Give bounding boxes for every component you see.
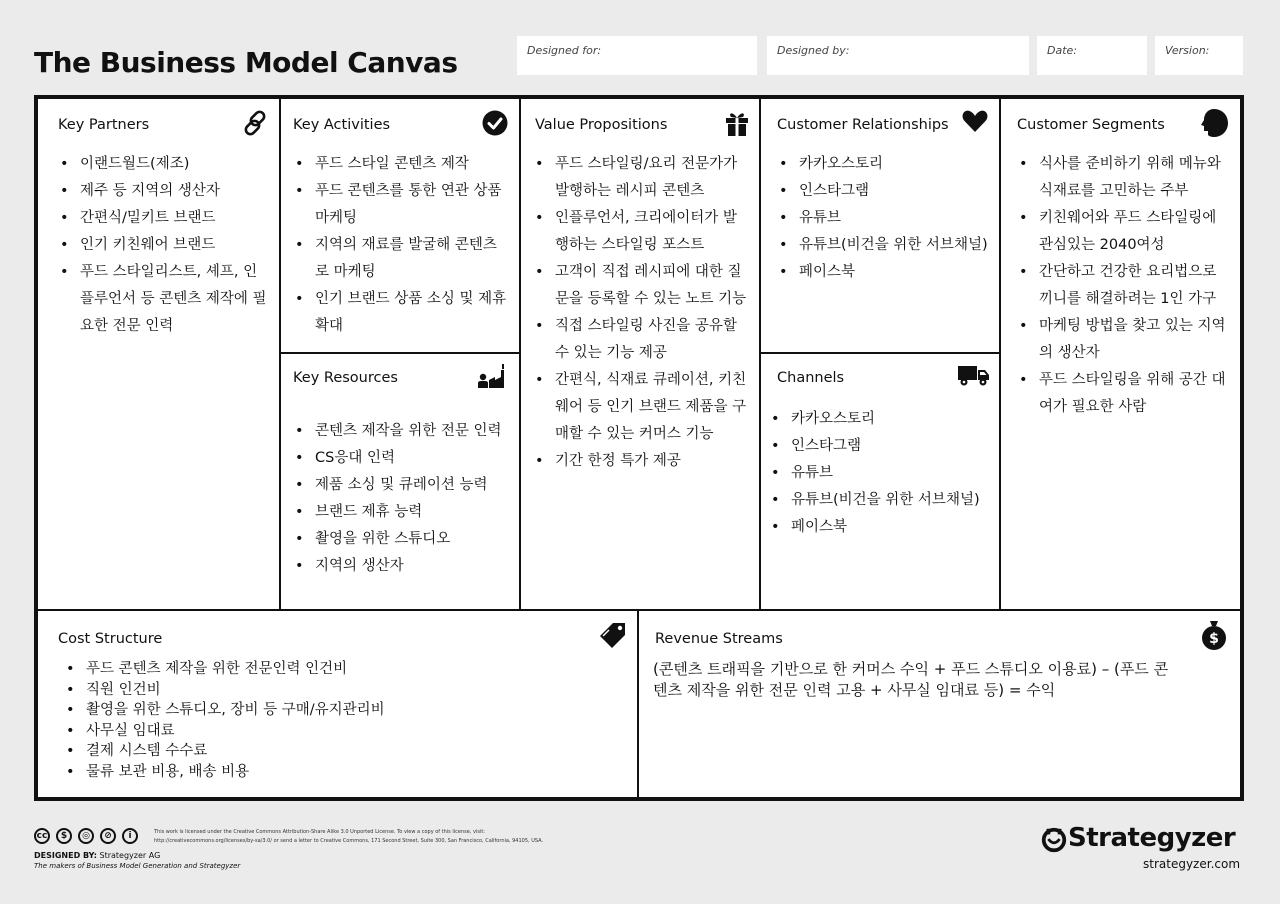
list-item: • 물류 보관 비용, 배송 비용	[86, 762, 627, 783]
list-item: • 간단하고 건강한 요리법으로 끼니를 해결하려는 1인 가구	[1039, 259, 1230, 313]
list-item: • CS응대 인력	[315, 445, 509, 472]
gift-icon	[723, 109, 751, 137]
list-item: • 푸드 스타일리스트, 셰프, 인플루언서 등 콘텐츠 제작에 필요한 전문 인력	[80, 259, 269, 340]
list-item: • 촬영을 위한 스튜디오, 장비 등 구매/유지관리비	[86, 700, 627, 721]
cost-structure-title: Cost Structure	[58, 631, 163, 647]
customer-relationships-title: Customer Relationships	[777, 117, 949, 133]
customer-segments-list	[1019, 151, 1230, 421]
share-alike-icon: ◎	[78, 828, 94, 844]
list-item: • 유튜브(비건을 위한 서브채널)	[791, 487, 989, 514]
list-item: • 지역의 재료를 발굴해 콘텐츠로 마케팅	[315, 232, 509, 286]
value-propositions-list	[535, 151, 749, 475]
cc-icon: cc	[34, 828, 50, 844]
date-label: Date:	[1047, 44, 1077, 57]
revenue-streams-block	[639, 609, 1240, 797]
designed-by-footer	[34, 851, 160, 860]
version-field[interactable]	[1155, 36, 1243, 75]
key-activities-list	[295, 151, 509, 340]
list-item: • 푸드 스타일링을 위해 공간 대여가 필요한 사람	[1039, 367, 1230, 421]
list-item: • 마케팅 방법을 찾고 있는 지역의 생산자	[1039, 313, 1230, 367]
date-field[interactable]	[1037, 36, 1147, 75]
money-bag-icon	[1200, 619, 1228, 651]
revenue-streams-text: (콘텐츠 트래픽을 기반으로 한 커머스 수익 + 푸드 스튜디오 이용료) – (푸드 콘텐츠 제작을 위한 전문 인력 고용 + 사무실 임대료 등) = 수익	[653, 660, 1169, 699]
channels-block	[761, 354, 1001, 609]
key-partners-list	[60, 151, 269, 340]
list-item: • 직접 스타일링 사진을 공유할 수 있는 기능 제공	[555, 313, 749, 367]
footer-tagline: The makers of Business Model Generation and Strategyzer	[34, 862, 241, 870]
list-item: • 카카오스토리	[799, 151, 989, 178]
strategyzer-brand: Strategyzer	[1068, 823, 1236, 853]
list-item: • 인스타그램	[799, 178, 989, 205]
customer-segments-title: Customer Segments	[1017, 117, 1165, 133]
key-activities-block	[281, 99, 521, 354]
list-item: • 유튜브	[791, 460, 989, 487]
key-activities-title: Key Activities	[293, 117, 391, 133]
key-resources-title: Key Resources	[293, 370, 398, 386]
list-item: • 콘텐츠 제작을 위한 전문 인력	[315, 418, 509, 445]
list-item: • 이랜드월드(제조)	[80, 151, 269, 178]
list-item: • 간편식/밀키트 브랜드	[80, 205, 269, 232]
link-icon	[241, 109, 269, 137]
value-propositions-title: Value Propositions	[535, 117, 668, 133]
list-item: • 페이스북	[799, 259, 989, 286]
list-item: • 인기 키친웨어 브랜드	[80, 232, 269, 259]
strategyzer-url: strategyzer.com	[1143, 857, 1241, 871]
list-item: • 유튜브(비건을 위한 서브채널)	[799, 232, 989, 259]
list-item: • 페이스북	[791, 514, 989, 541]
list-item: • 식사를 준비하기 위해 메뉴와 식재료를 고민하는 주부	[1039, 151, 1230, 205]
list-item: • 지역의 생산자	[315, 553, 509, 580]
svg-text:$: $	[1209, 631, 1219, 647]
price-tag-icon	[599, 621, 627, 649]
cost-structure-list	[66, 659, 627, 782]
strategyzer-logo-icon	[1040, 826, 1068, 854]
designed-by-footer-value: Strategyzer AG	[99, 851, 161, 860]
business-model-canvas	[34, 95, 1244, 801]
version-label: Version:	[1165, 44, 1210, 57]
key-partners-title: Key Partners	[58, 117, 150, 133]
customer-segments-block	[1001, 99, 1240, 609]
designed-for-label: Designed for:	[527, 44, 602, 57]
list-item: • 고객이 직접 레시피에 대한 질문을 등록할 수 있는 노트 기능	[555, 259, 749, 313]
list-item: • 사무실 임대료	[86, 721, 627, 742]
list-item: • 기간 한정 특가 제공	[555, 448, 749, 475]
customer-relationships-block	[761, 99, 1001, 354]
person-icon: i	[122, 828, 138, 844]
designed-for-field[interactable]	[517, 36, 757, 75]
list-item: • 인플루언서, 크리에이터가 발행하는 스타일링 포스트	[555, 205, 749, 259]
key-resources-list	[295, 418, 509, 580]
channels-list	[771, 406, 989, 541]
heart-icon	[961, 107, 989, 135]
revenue-streams-title: Revenue Streams	[655, 631, 783, 647]
list-item: • 푸드 스타일링/요리 전문가가 발행하는 레시피 콘텐츠	[555, 151, 749, 205]
list-item: • 푸드 콘텐츠를 통한 연관 상품 마케팅	[315, 178, 509, 232]
truck-icon	[957, 360, 991, 388]
designed-by-footer-label: DESIGNED BY:	[34, 851, 97, 860]
person-head-icon	[1198, 107, 1230, 139]
list-item: • 제품 소싱 및 큐레이션 능력	[315, 472, 509, 499]
list-item: • 푸드 콘텐츠 제작을 위한 전문인력 인건비	[86, 659, 627, 680]
page-title: The Business Model Canvas	[34, 46, 458, 79]
channels-title: Channels	[777, 370, 845, 386]
list-item: • 인스타그램	[791, 433, 989, 460]
list-item: • 간편식, 식재료 큐레이션, 키친웨어 등 인기 브랜드 제품을 구매할 수 있는 커머스 기능	[555, 367, 749, 448]
list-item: • 인기 브랜드 상품 소싱 및 제휴 확대	[315, 286, 509, 340]
license-text-line-2: http://creativecommons.org/licenses/by-sa/3.0/ or send a letter to Creative Commons, 171 Second Street, Suite 300, San Francisco, California, 94105, USA.	[154, 838, 544, 844]
license-text-line-1: This work is licensed under the Creative Commons Attribution-Share Alike 3.0 Unported License. To view a copy of this license, visit:	[154, 829, 485, 835]
designed-by-field[interactable]	[767, 36, 1029, 75]
key-partners-block	[38, 99, 281, 609]
key-resources-block	[281, 354, 521, 609]
list-item: • 유튜브	[799, 205, 989, 232]
list-item: • 브랜드 제휴 능력	[315, 499, 509, 526]
list-item: • 카카오스토리	[791, 406, 989, 433]
checkmark-icon	[481, 109, 509, 137]
attribution-icon: $	[56, 828, 72, 844]
cost-structure-block	[38, 609, 639, 797]
list-item: • 제주 등 지역의 생산자	[80, 178, 269, 205]
value-propositions-block	[521, 99, 761, 609]
list-item: • 촬영을 위한 스튜디오	[315, 526, 509, 553]
factory-worker-icon	[477, 362, 509, 390]
customer-relationships-list	[779, 151, 989, 286]
list-item: • 결제 시스템 수수료	[86, 741, 627, 762]
list-item: • 푸드 스타일 콘텐츠 제작	[315, 151, 509, 178]
noncommercial-icon: ⊘	[100, 828, 116, 844]
designed-by-label: Designed by:	[777, 44, 850, 57]
list-item: • 직원 인건비	[86, 680, 627, 701]
list-item: • 키친웨어와 푸드 스타일링에 관심있는 2040여성	[1039, 205, 1230, 259]
